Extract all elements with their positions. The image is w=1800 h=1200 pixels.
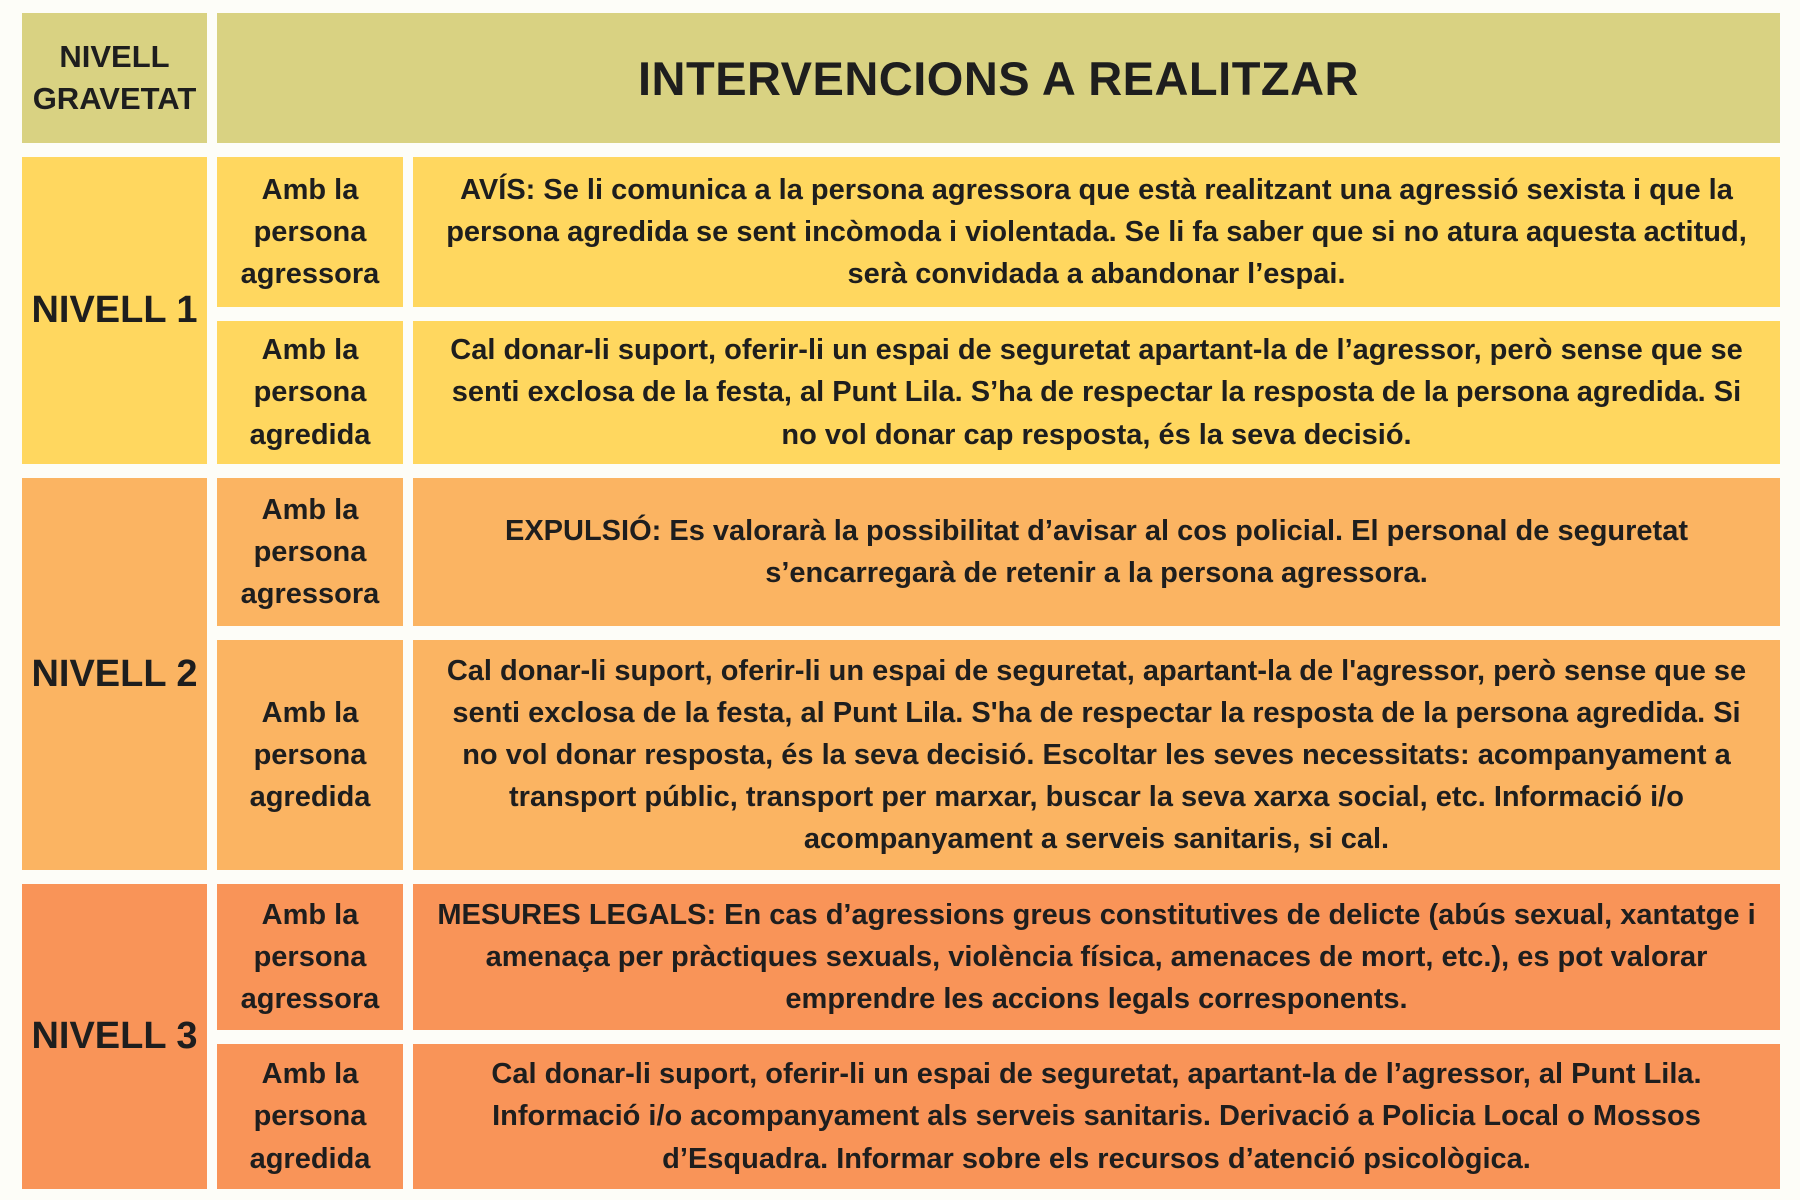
level-2-label: NIVELL 2 — [22, 478, 207, 870]
level-3-victim-intervention: Cal donar-li suport, oferir-li un espai de seguretat, apartant-la de l’agressor, al Punt Lila. Informació i/o acompanyament als serveis sanitaris. Derivació a Policia Local o Mossos d’Esquadra. Informar sobre els recursos d’atenció psicològica. — [413, 1044, 1780, 1189]
level-1-aggressor-target: Amb la persona agressora — [217, 157, 403, 307]
level-3-label: NIVELL 3 — [22, 884, 207, 1189]
level-2-victim-target: Amb la persona agredida — [217, 640, 403, 870]
level-2-aggressor-target: Amb la persona agressora — [217, 478, 403, 626]
level-1-victim-target: Amb la persona agredida — [217, 321, 403, 464]
table-grid — [22, 13, 1780, 1189]
level-1-aggressor-intervention: AVÍS: Se li comunica a la persona agressora que està realitzant una agressió sexista i que la persona agredida se sent incòmoda i violentada. Se li fa saber que si no atura aquesta actitud, serà convidada a abandonar l’espai. — [413, 157, 1780, 307]
level-2-victim-intervention: Cal donar-li suport, oferir-li un espai de seguretat, apartant-la de l'agressor, però sense que se senti exclosa de la festa, al Punt Lila. S'ha de respectar la resposta de la persona agredida. Si no vol donar resposta, és la seva decisió. Escoltar les seves necessitats: acompanyament a transport públic, transport per marxar, buscar la seva xarxa social, etc. Informació i/o acompanyament a serveis sanitaris, si cal. — [413, 640, 1780, 870]
level-3-aggressor-intervention: MESURES LEGALS: En cas d’agressions greus constitutives de delicte (abús sexual, xantatge i amenaça per pràctiques sexuals, violència física, amenaces de mort, etc.), es pot valorar emprendre les accions legals corresponents. — [413, 884, 1780, 1030]
level-2-aggressor-intervention: EXPULSIÓ: Es valorarà la possibilitat d’avisar al cos policial. El personal de seguretat s’encarregarà de retenir a la persona agressora. — [413, 478, 1780, 626]
level-1-victim-intervention: Cal donar-li suport, oferir-li un espai de seguretat apartant-la de l’agressor, però sense que se senti exclosa de la festa, al Punt Lila. S’ha de respectar la resposta de la persona agredida. Si no vol donar cap resposta, és la seva decisió. — [413, 321, 1780, 464]
level-3-victim-target: Amb la persona agredida — [217, 1044, 403, 1189]
level-1-label: NIVELL 1 — [22, 157, 207, 464]
header-severity-level: NIVELL GRAVETAT — [22, 13, 207, 143]
level-3-aggressor-target: Amb la persona agressora — [217, 884, 403, 1030]
header-interventions-title: INTERVENCIONS A REALITZAR — [217, 13, 1780, 143]
